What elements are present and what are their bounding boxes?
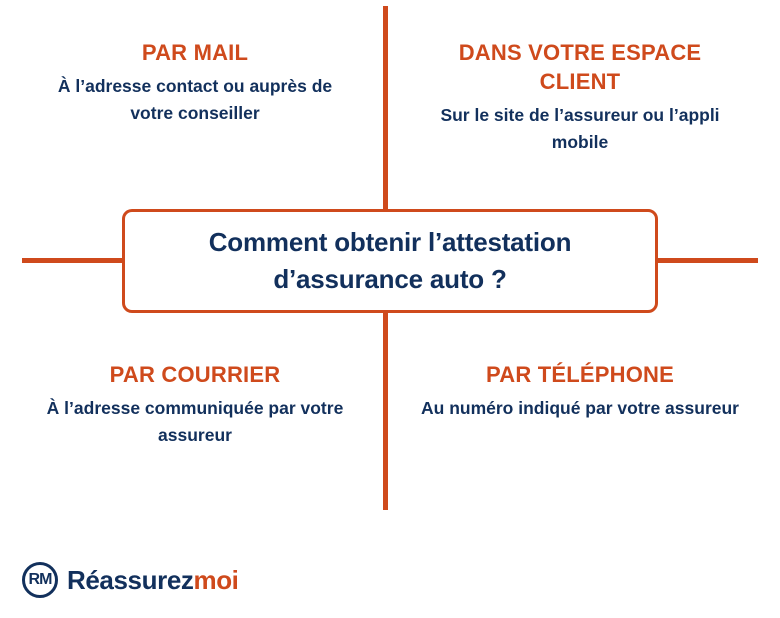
quadrant-par-telephone-body: Au numéro indiqué par votre assureur: [421, 398, 739, 419]
logo-wordmark: [67, 565, 239, 596]
central-question-box: [122, 209, 658, 313]
logo-wordmark-accent: moi: [193, 564, 239, 595]
divider-line-vertical-bottom: [383, 312, 388, 510]
central-question-line-1: Comment obtenir l’attestation: [208, 227, 572, 258]
brand-logo: [22, 562, 239, 598]
quadrant-par-mail-title: PAR MAIL: [141, 40, 249, 65]
central-question-line-2: d’assurance auto ?: [273, 264, 507, 294]
quadrant-espace-client-body: Sur le site de l’assureur ou l’appli mobile: [440, 105, 720, 152]
logo-wordmark-primary: Réassurez: [67, 564, 194, 595]
quadrant-par-mail-body: À l’adresse contact ou auprès de votre conseiller: [57, 76, 333, 123]
divider-line-horizontal-left: [22, 258, 126, 263]
divider-line-vertical-top: [383, 6, 388, 214]
divider-line-horizontal-right: [658, 258, 758, 263]
quadrant-par-courrier-body: À l’adresse communiquée par votre assureur: [46, 398, 344, 445]
quadrant-par-telephone: [420, 360, 740, 422]
quadrant-espace-client-title: DANS VOTRE ESPACE CLIENT: [458, 40, 702, 95]
central-question-text: [193, 224, 588, 298]
quadrant-par-courrier: [40, 360, 350, 448]
quadrant-par-courrier-title: PAR COURRIER: [109, 362, 281, 387]
quadrant-espace-client: [420, 38, 740, 155]
quadrant-par-mail: [40, 38, 350, 126]
logo-monogram-icon: RM: [22, 562, 58, 598]
quadrant-par-telephone-title: PAR TÉLÉPHONE: [486, 362, 674, 387]
